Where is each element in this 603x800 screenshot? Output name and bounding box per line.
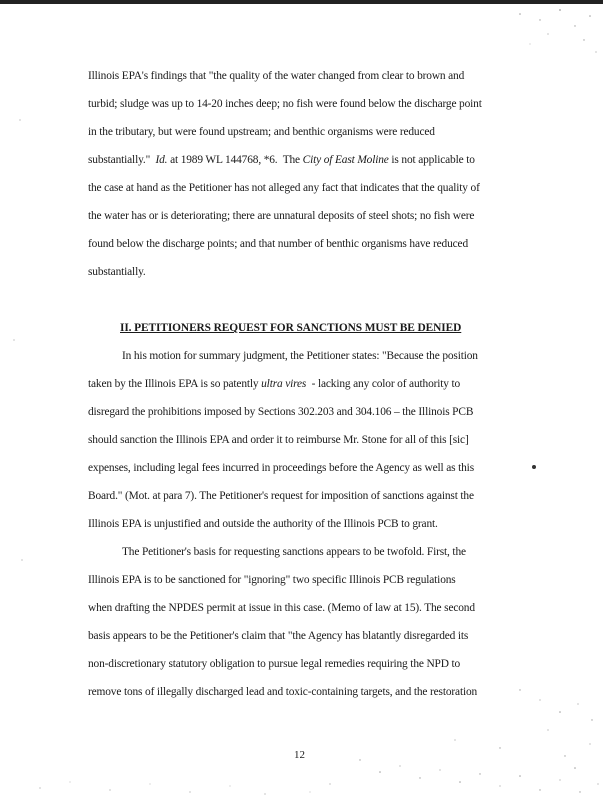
- paragraph-1-line-1: Illinois EPA's findings that "the quality of the water changed from clear to brown and: [88, 70, 465, 82]
- paragraph-3-line-1: The Petitioner's basis for requesting sanctions appears to be twofold. First, the: [122, 546, 466, 558]
- paragraph-1-line-5: the case at hand as the Petitioner has not alleged any fact that indicates that the quality of: [88, 182, 480, 194]
- section-heading: II. PETITIONERS REQUEST FOR SANCTIONS MUST BE DENIED: [120, 322, 462, 334]
- line-2-lead-text: taken by the Illinois EPA is so patently: [88, 378, 262, 390]
- paragraph-1-line-6: the water has or is deteriorating; there are unnatural deposits of steel shots; no fish were: [88, 210, 475, 222]
- paragraph-1-line-4: [88, 153, 475, 167]
- paragraph-2-line-4: should sanction the Illinois EPA and order it to reimburse Mr. Stone for all of this [sic]: [88, 434, 469, 446]
- paragraph-3-line-5: non-discretionary statutory obligation to pursue legal remedies requiring the NPD to: [88, 658, 461, 670]
- line-4-trailing-text: is not applicable to: [388, 154, 475, 166]
- paragraph-1-line-7: found below the discharge points; and that number of benthic organisms have reduced: [88, 238, 469, 250]
- page-number: 12: [294, 749, 305, 761]
- paragraph-3-line-2: Illinois EPA is to be sanctioned for "ignoring" two specific Illinois PCB regulations: [88, 574, 456, 586]
- paragraph-1-line-8: substantially.: [88, 266, 146, 278]
- case-name: City of East Moline: [302, 154, 389, 166]
- paragraph-2-line-1: In his motion for summary judgment, the Petitioner states: "Because the position: [122, 350, 478, 362]
- paragraph-2-line-3: disregard the prohibitions imposed by Sections 302.203 and 304.106 – the Illinois PCB: [88, 406, 474, 418]
- line-2-trailing-text: - lacking any color of authority to: [306, 378, 461, 390]
- paragraph-2-line-6: Board." (Mot. at para 7). The Petitioner's request for imposition of sanctions against the: [88, 490, 474, 502]
- paragraph-3-line-3: when drafting the NPDES permit at issue in this case. (Memo of law at 15). The second: [88, 602, 475, 614]
- paragraph-3-line-6: remove tons of illegally discharged lead and toxic-containing targets, and the restoration: [88, 686, 478, 698]
- paragraph-2-line-2: [88, 377, 460, 391]
- latin-term: ultra vires: [261, 378, 307, 390]
- margin-mark: [532, 465, 536, 469]
- paragraph-1-line-2: turbid; sludge was up to 14-20 inches deep; no fish were found below the discharge point: [88, 98, 482, 110]
- paragraph-2-line-7: Illinois EPA is unjustified and outside the authority of the Illinois PCB to grant.: [88, 518, 438, 530]
- line-4-lead-text: substantially.": [88, 154, 156, 166]
- line-4-citation-text: at 1989 WL 144768, *6. The: [167, 154, 303, 166]
- paragraph-3-line-4: basis appears to be the Petitioner's claim that "the Agency has blatantly disregarded its: [88, 630, 469, 642]
- paragraph-2-line-5: expenses, including legal fees incurred in proceedings before the Agency as well as this: [88, 462, 474, 474]
- id-citation: Id.: [155, 154, 168, 166]
- paragraph-1-line-3: in the tributary, but were found upstream; and benthic organisms were reduced: [88, 126, 435, 138]
